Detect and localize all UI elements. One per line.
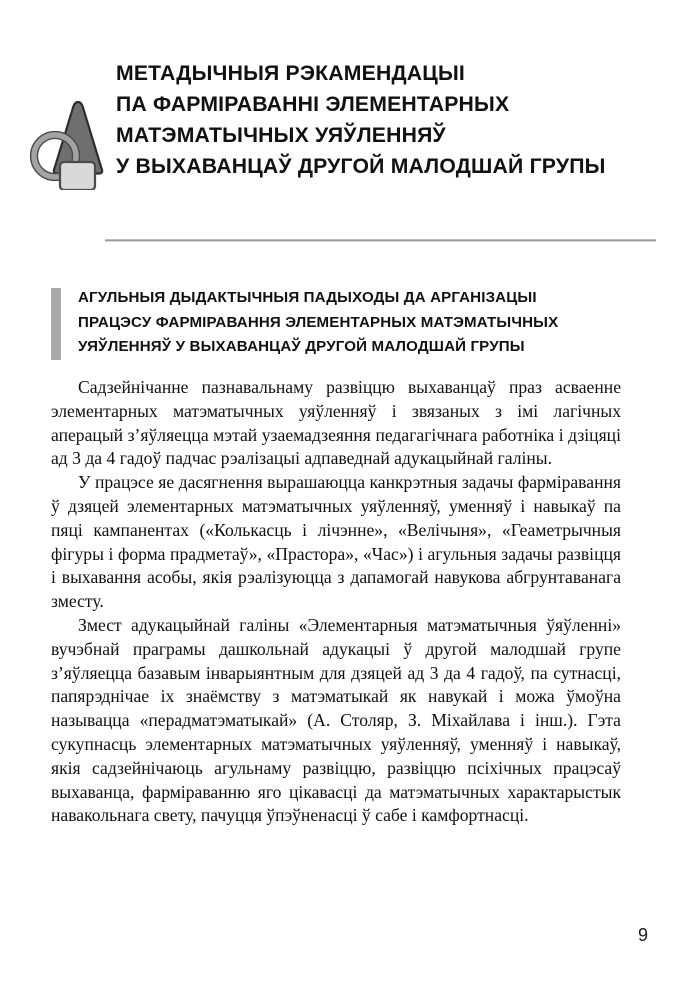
section-heading-text bbox=[78, 286, 648, 360]
section-heading-line-2: ПРАЦЭСУ ФАРМІРАВАННЯ ЭЛЕМЕНТАРНЫХ МАТЭМАТЫЧНЫХ bbox=[78, 313, 559, 331]
page-title bbox=[116, 58, 676, 182]
page-title-line-4: У ВЫХАВАНЦАЎ ДРУГОЙ МАЛОДШАЙ ГРУПЫ bbox=[116, 155, 606, 178]
section-heading-line-3: УЯЎЛЕННЯЎ У ВЫХАВАНЦАЎ ДРУГОЙ МАЛОДШАЙ ГРУПЫ bbox=[78, 338, 525, 355]
body-content bbox=[51, 376, 621, 828]
page-title-line-1: МЕТАДЫЧНЫЯ РЭКАМЕНДАЦЫІ bbox=[116, 62, 465, 85]
geometric-shapes-illustration bbox=[26, 98, 122, 190]
rounded-square-icon bbox=[60, 162, 95, 190]
masthead bbox=[0, 52, 700, 197]
body-paragraph: Садзейнічанне пазнавальнаму развіццю выхаванцаў праз асваенне элементарных матэматычных уяўленняў і звязаных з імі лагічных аперацый з’яўляецца мэтай узаемадзеяння педагагічнага работніка і дзіцяці ад 3 да 4 гадоў падчас рэалізацыі адпаведнай адукацыйнай галіны. bbox=[51, 377, 621, 469]
body-paragraph: У працэсе яе дасягнення вырашаюцца канкрэтныя задачы фарміравання ў дзяцей элементарных матэматычных уяўленняў, уменняў і навыкаў па пяці кампанентах («Колькасць і лічэнне», «Велічыня», «Геаметрычныя фігуры і форма прадметаў», «Прастора», «Час») і агульныя задачы развіцця і выхавання асобы, якія рэалізуюцца з дапамогай навукова абгрунтаванага зместу. bbox=[51, 472, 621, 612]
body-paragraph: Змест адукацыйнай галіны «Элементарныя матэматычныя ўяўленні» вучэбнай праграмы дашкольнай адукацыі ў другой малодшай групе з’яўляецца базавым інварыянтным для дзяцей ад 3 да 4 гадоў, па сутнасці, папярэднічае іх знаёмству з матэматыкай як навукай і можа ўмоўна называцца «перадматэматыкай» (А. Столяр, З. Міхайлава і інш.). Гэта сукупнасць элементарных матэматычных уяўленняў, уменняў і навыкаў, якія садзейнічаюць агульнаму развіццю, развіццю псіхічных працэсаў выхаванца, фарміраванню яго цікавасці да матэматычных характарыстык навакольнага свету, пачуцця ўпэўненасці ў сабе і камфортнасці. bbox=[51, 614, 621, 826]
page-title-line-3: МАТЭМАТЫЧНЫХ УЯЎЛЕННЯЎ bbox=[116, 124, 446, 147]
section-heading bbox=[0, 286, 700, 362]
section-accent-bar bbox=[51, 288, 61, 360]
masthead-decorative-figure bbox=[26, 98, 122, 190]
page-title-line-2: ПА ФАРМІРАВАННІ ЭЛЕМЕНТАРНЫХ bbox=[116, 93, 510, 116]
section-heading-line-1: АГУЛЬНЫЯ ДЫДАКТЫЧНЫЯ ПАДЫХОДЫ ДА АРГАНІЗАЦЫІ bbox=[78, 289, 537, 306]
masthead-divider bbox=[105, 239, 656, 242]
page-number: 9 bbox=[637, 925, 648, 945]
